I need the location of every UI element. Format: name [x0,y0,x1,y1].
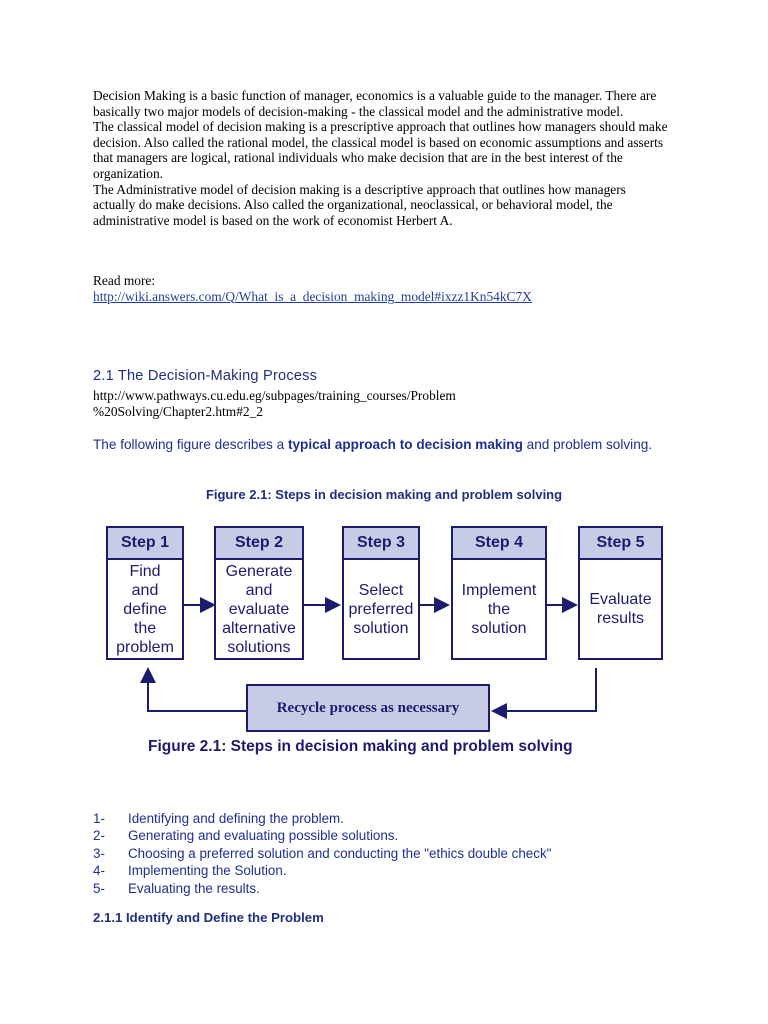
list-item [93,880,551,897]
arrow-step5-to-recycle [493,668,596,711]
list-item-number: 2- [93,828,105,844]
figure-caption-bottom: Figure 2.1: Steps in decision making and problem solving [148,738,573,755]
intro-paragraph-1: Decision Making is a basic function of manager, economics is a valuable guide to the manager. There are basically two major models of decision-making - the classical model and the administrative model. [93,88,657,119]
read-more [93,273,693,304]
figure-intro-post: and problem solving. [522,437,653,452]
read-more-label: Read more: [93,273,156,288]
list-item-text: Implementing the Solution. [128,863,287,879]
intro-paragraph-3: The Administrative model of decision making is a descriptive approach that outlines how managers actually do make decisions. Also called the organizational, neoclassical, or behavioral model, the administrative model is based on the work of economist Herbert A. [93,181,626,228]
step-2 [214,526,304,660]
figure-intro-bold: typical approach to decision making [287,437,523,452]
subsection-title: 2.1.1 Identify and Define the Problem [93,910,324,925]
step-1-body: Find and define the problem [106,560,184,660]
step-5-header: Step 5 [578,526,663,560]
step-4-header: Step 4 [451,526,547,560]
list-item [93,810,551,827]
step-3-body: Select preferred solution [342,560,420,660]
step-2-header: Step 2 [214,526,304,560]
step-5-body: Evaluate results [578,560,663,660]
figure-caption-top: Figure 2.1: Steps in decision making and problem solving [205,487,563,502]
list-item-text: Evaluating the results. [128,880,260,896]
read-more-link[interactable]: http://wiki.answers.com/Q/What_is_a_decision_making_model#ixzz1Kn54kC7X [93,288,532,304]
intro-paragraph-2: The classical model of decision making is a prescriptive approach that outlines how managers should make decision. Also called the rational model, the classical model is based on economic assumptions and asserts that managers are logical, rational individuals who make decision that are in the best interest of the organization. [93,119,668,181]
section-source-url [93,388,533,419]
decision-process-diagram [96,516,668,762]
section-title: 2.1 The Decision-Making Process [93,368,318,384]
list-item-text: Generating and evaluating possible solutions. [128,828,399,844]
list-item [93,827,551,844]
arrow-recycle-to-step1 [148,669,246,711]
list-item-number: 1- [93,811,105,826]
list-item-number: 3- [93,845,105,861]
step-1-header: Step 1 [106,526,184,560]
recycle-box: Recycle process as necessary [246,684,490,732]
list-item-text: Choosing a preferred solution and conducting the "ethics double check" [128,845,552,861]
step-5 [578,526,663,660]
step-1 [106,526,184,660]
step-3-header: Step 3 [342,526,420,560]
list-item-number: 5- [93,880,105,896]
figure-intro-pre: The following figure describes a [93,437,288,452]
step-3 [342,526,420,660]
section-url-line-2: %20Solving/Chapter2.htm#2_2 [93,403,263,419]
list-item-number: 4- [93,863,105,879]
list-item-text: Identifying and defining the problem. [128,811,344,826]
section-url-line-1: http://www.pathways.cu.edu.eg/subpages/training_courses/Problem [93,388,456,403]
list-item [93,845,551,862]
intro-text [93,88,668,228]
list-item [93,862,551,879]
step-4-body: Implement the solution [451,560,547,660]
figure-intro [93,436,693,454]
step-2-body: Generate and evaluate alternative solutions [214,560,304,660]
step-4 [451,526,547,660]
steps-list [93,810,551,897]
